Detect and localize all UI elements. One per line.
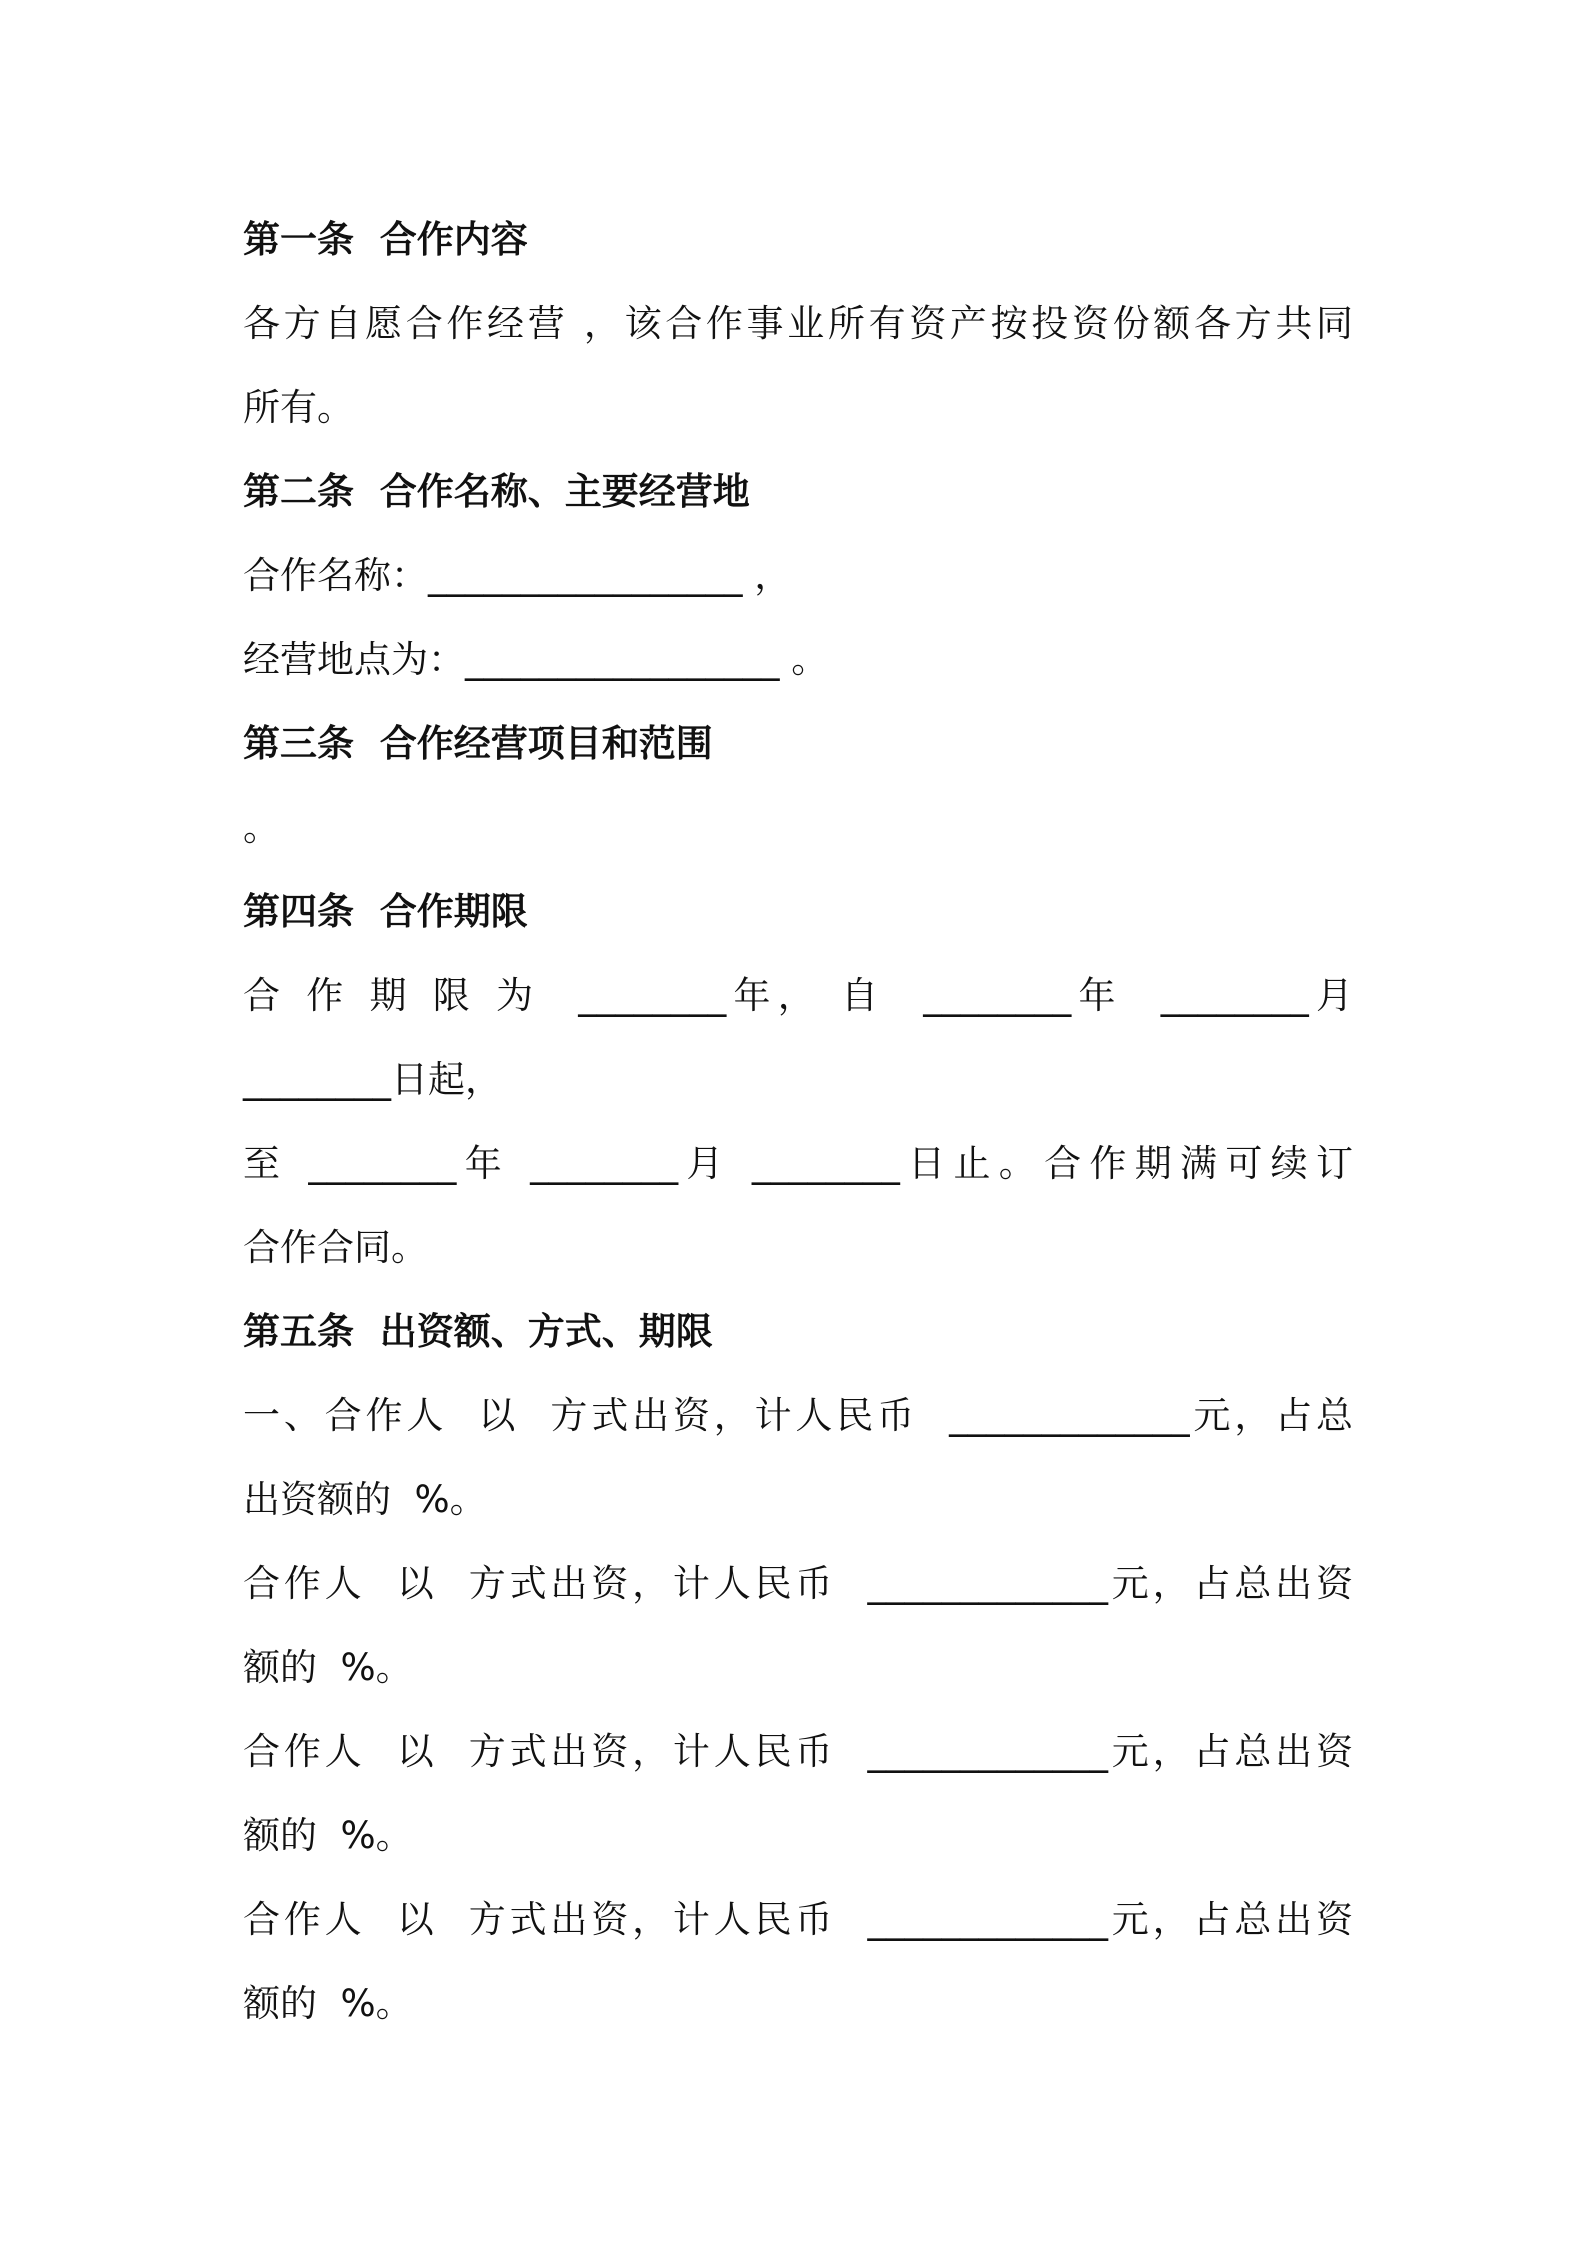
contribution-1-line-2: 出资额的 %。 <box>243 1478 487 1521</box>
contribution-2-line-2: 额的 %。 <box>243 1646 413 1689</box>
contribution-1-line-1: 一、合作人 以 方式出资，计人民币 _____________元，占总 <box>243 1394 1353 1437</box>
contribution-3-line-2: 额的 %。 <box>243 1814 413 1857</box>
contribution-4-line-2: 额的 %。 <box>243 1982 413 2025</box>
contribution-4-line-1: 合作人 以 方式出资，计人民币 _____________元，占总出资 <box>243 1898 1353 1941</box>
contribution-3-line-1: 合作人 以 方式出资，计人民币 _____________元，占总出资 <box>243 1730 1353 1773</box>
article-5-heading: 第五条 出资额、方式、期限 <box>243 1310 713 1353</box>
cooperation-name-line: 合作名称：_________________ ， <box>243 554 792 597</box>
article-3-text: 。 <box>243 806 280 849</box>
article-4-heading: 第四条 合作期限 <box>243 890 528 933</box>
article-1-text-line-1: 各方自愿合作经营 ，该合作事业所有资产按投资份额各方共同 <box>243 302 1353 345</box>
term-line-4: 合作合同。 <box>243 1226 428 1269</box>
article-3-heading: 第三条 合作经营项目和范围 <box>243 722 713 765</box>
business-location-line: 经营地点为：_________________ 。 <box>243 638 829 681</box>
article-1-heading: 第一条 合作内容 <box>243 218 528 261</box>
article-1-text-line-2: 所有。 <box>243 386 354 429</box>
document-body <box>243 198 1353 2046</box>
article-2-heading: 第二条 合作名称、主要经营地 <box>243 470 750 513</box>
term-line-1: 合 作 期 限 为 ________年， 自 ________年 ________月 <box>243 974 1353 1017</box>
contribution-2-line-1: 合作人 以 方式出资，计人民币 _____________元，占总出资 <box>243 1562 1353 1605</box>
term-line-3: 至 ________年 ________月 ________日止。合作期满可续订 <box>243 1142 1353 1185</box>
term-line-2: ________日起， <box>243 1058 502 1101</box>
